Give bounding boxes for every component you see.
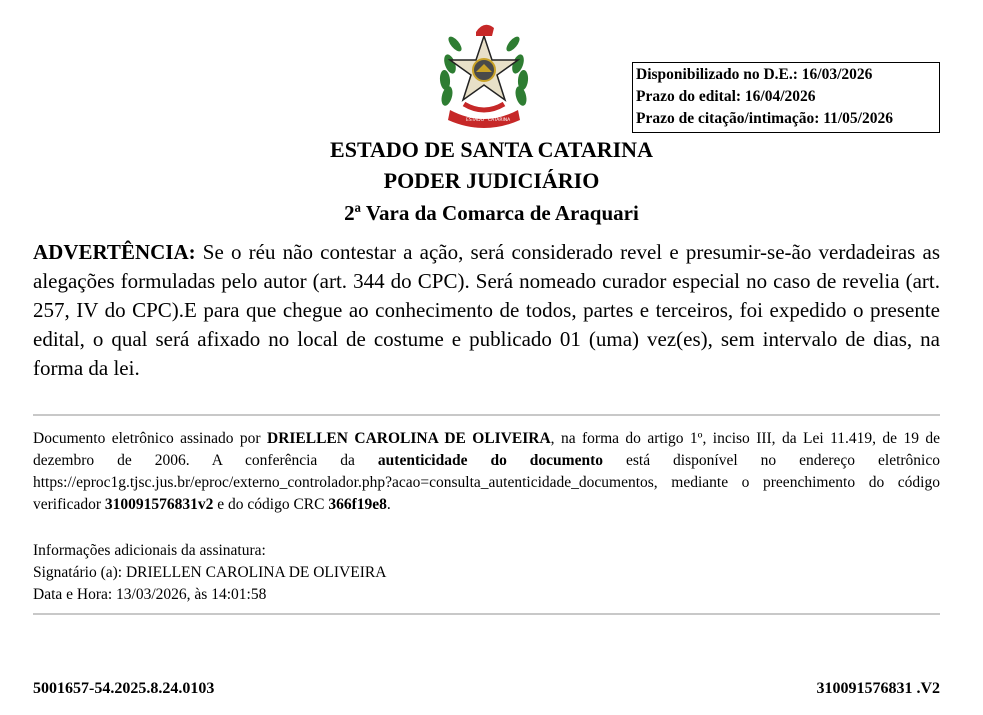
- citation-deadline: Prazo de citação/intimação: 11/05/2026: [636, 110, 893, 127]
- authenticity-label: autenticidade do documento: [377, 452, 603, 469]
- additional-title: Informações adicionais da assinatura:: [33, 542, 266, 559]
- dates-box: [632, 62, 940, 133]
- court-heading: 2ª Vara da Comarca de Araquari: [344, 201, 639, 225]
- warning-label: ADVERTÊNCIA:: [33, 240, 196, 264]
- signature-paragraph: [33, 428, 940, 516]
- signer-name: DRIELLEN CAROLINA DE OLIVEIRA: [267, 430, 551, 447]
- ribbon-text-left: ESTADO: [466, 118, 485, 123]
- datetime-line: Data e Hora: 13/03/2026, às 14:01:58: [33, 586, 267, 603]
- warning-text: Se o réu não contestar a ação, será considerado revel e presumir-se-ão verdadeiras as alegações formuladas pelo autor (art. 344 do CPC). Será nomeado curador especial no caso de revelia (art. 257, IV do CPC).E para que chegue ao conhecimento de todos, partes e terceiros, foi expedido o presente edital, o qual será afixado no local de costume e publicado 01 (uma) vez(es), sem intervalo de dias, na forma da lei.: [33, 240, 940, 380]
- additional-info: [33, 540, 940, 606]
- verifier-code: 310091576831v2: [104, 496, 214, 513]
- signature-law-text: , na forma do artigo 1º, inciso III, da Lei 11.419, de 19 de dezembro de 2006. A conferência da: [33, 430, 941, 469]
- warning-paragraph: [33, 238, 940, 383]
- divider-top: [33, 414, 940, 416]
- edict-deadline: Prazo do edital: 16/04/2026: [636, 88, 816, 105]
- laurel-left: [439, 35, 464, 107]
- crc-code: 366f19e8: [328, 496, 387, 513]
- signature-intro: Documento eletrônico assinado por: [33, 430, 267, 447]
- laurel-right: [504, 35, 529, 107]
- ribbon-text-right: CATARINA: [488, 118, 511, 123]
- crc-text: e do código CRC: [213, 496, 329, 513]
- signature-end: .: [386, 496, 391, 513]
- state-heading: ESTADO DE SANTA CATARINA: [330, 137, 653, 162]
- process-number: 5001657-54.2025.8.24.0103: [33, 680, 215, 697]
- state-coat-of-arms: [436, 18, 532, 130]
- document-code: 310091576831 .V2: [816, 680, 940, 697]
- signatory-line: Signatário (a): DRIELLEN CAROLINA DE OLIVEIRA: [33, 564, 387, 581]
- published-date: Disponibilizado no D.E.: 16/03/2026: [636, 66, 873, 83]
- divider-bottom: [33, 613, 940, 615]
- judiciary-heading: PODER JUDICIÁRIO: [383, 168, 600, 193]
- phrygian-cap: [476, 25, 494, 36]
- signature-address-text: está disponível no endereço eletrônico https://eproc1g.tjsc.jus.br/eproc/externo_controlador.php?acao=consulta_autenticidade_documentos, mediante o preenchimento do código verificador: [33, 452, 940, 513]
